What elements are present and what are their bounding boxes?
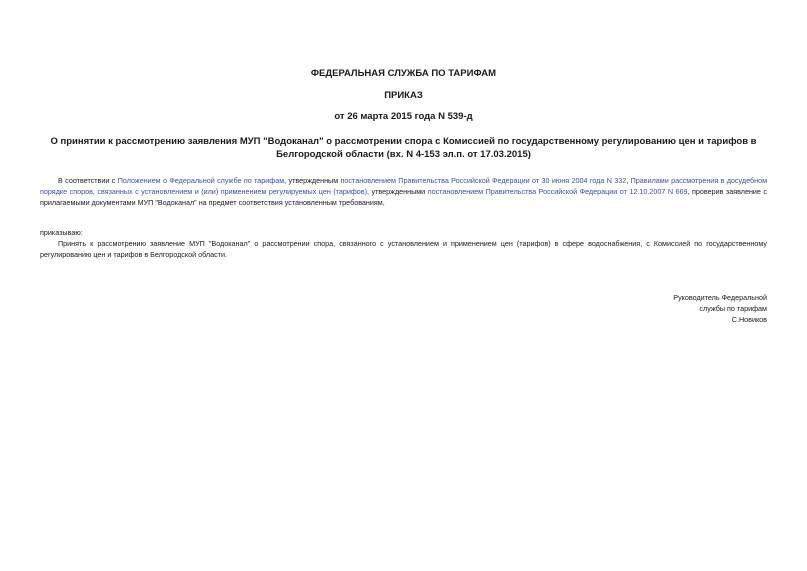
order-word: приказываю:	[40, 228, 83, 237]
preamble-text-3: ,	[626, 176, 631, 185]
document-title: О принятии к рассмотрению заявления МУП "Водоканал" о рассмотрении спора с Комиссией по государственному регулированию цен и тарифов в Белгородской области (вх. N 4-153 эл.п. от 17.03.2015)	[50, 136, 757, 160]
document-date-number: от 26 марта 2015 года N 539-д	[334, 111, 473, 122]
preamble-paragraph	[40, 175, 767, 208]
order-paragraph: Принять к рассмотрению заявление МУП "Водоканал" о рассмотрении спора, связанного с установлением и применением цен (тарифов) в сфере водоснабжения, с Комиссией по государственному регулированию цен и тарифов в Белгородской области.	[40, 239, 767, 259]
link-government-decree-669[interactable]: постановлением Правительства Российской Федерации от 12.10.2007 N 669	[427, 187, 688, 196]
link-dispute-rules[interactable]: Правилами рассмотрения в досудебном порядке споров, связанных с установлением и (или) применением регулируемых цен (тарифов)	[40, 176, 768, 196]
preamble-text-1: В соответствии с	[58, 176, 118, 185]
preamble-text-5: , проверив заявление с прилагаемыми документами МУП "Водоканал" на предмет соответствия установленным требованиям,	[40, 187, 768, 207]
agency-heading: ФЕДЕРАЛЬНАЯ СЛУЖБА ПО ТАРИФАМ	[310, 68, 497, 79]
link-fst-regulation[interactable]: Положением о Федеральной службе по тарифам	[117, 176, 285, 185]
preamble-text-4: , утвержденными	[367, 187, 428, 196]
signature-block	[673, 292, 767, 326]
preamble-text-2: , утвержденным	[284, 176, 341, 185]
signature-position-line2: службы по тарифам	[699, 304, 767, 314]
link-government-decree-332[interactable]: постановлением Правительства Российской Федерации от 30 июня 2004 года N 332	[340, 176, 627, 185]
signature-position-line1: Руководитель Федеральной	[673, 293, 767, 302]
signature-name: С.Новиков	[731, 315, 767, 325]
document-type: ПРИКАЗ	[384, 90, 423, 101]
